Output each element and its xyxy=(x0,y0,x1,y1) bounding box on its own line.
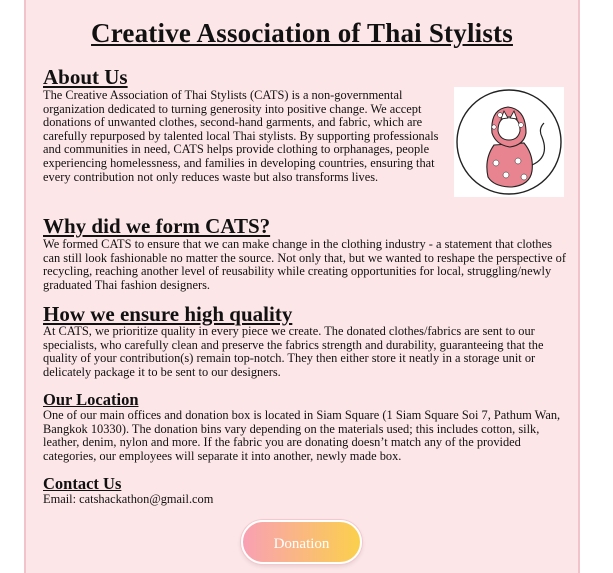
contact-email: Email: catshackathon@gmail.com xyxy=(43,492,214,506)
why-text: We formed CATS to ensure that we can make change in the clothing industry - a statement that clothes can still look fashionable no matter the source. Not only that, but we wanted to reshape the perspective of recycling, reaching another level of reusability while creating opportunities for local, struggling/newly graduated Thai fashion designers. xyxy=(43,237,567,292)
page-title: Creative Association of Thai Stylists xyxy=(91,18,513,48)
location-text: One of our main offices and donation box is located in Siam Square (1 Siam Square Soi 7, Pathum Wan, Bangkok 10330). The donation bins vary depending on the materials used; this includes cotton, silk, leather, denim, nylon and more. If the fabric you are donating doesn’t match any of the provided categories, our employees will separate it into another, newly made box. xyxy=(43,408,561,463)
content-panel xyxy=(24,0,580,573)
why-heading: Why did we form CATS? xyxy=(43,214,271,238)
contact-heading: Contact Us xyxy=(43,474,122,493)
about-text: The Creative Association of Thai Stylists (CATS) is a non-governmental organization dedicated to turning generosity into positive change. We accept donations of unwanted clothes, second-hand garments, and fabric, which are carefully repurposed by talented local Thai stylists. By supporting professionals and communities in need, CATS helps provide clothing to orphanages, people experiencing homelessness, and families in developing countries, ensuring that every contribution not only reduces waste but also transforms lives. xyxy=(43,88,439,184)
donation-button[interactable]: Donation xyxy=(241,520,362,564)
location-heading: Our Location xyxy=(43,390,139,409)
quality-text: At CATS, we prioritize quality in every piece we create. The donated clothes/fabrics are sent to our specialists, who carefully clean and preserve the fabrics strength and durability, guaranteeing that the quality of your contribution(s) remain top-notch. They then either store it neatly in a storage unit or delicately package it to be sent to our designers. xyxy=(43,324,544,379)
quality-heading: How we ensure high quality xyxy=(43,302,293,326)
cats-logo-icon xyxy=(454,87,564,197)
about-heading: About Us xyxy=(43,65,128,89)
